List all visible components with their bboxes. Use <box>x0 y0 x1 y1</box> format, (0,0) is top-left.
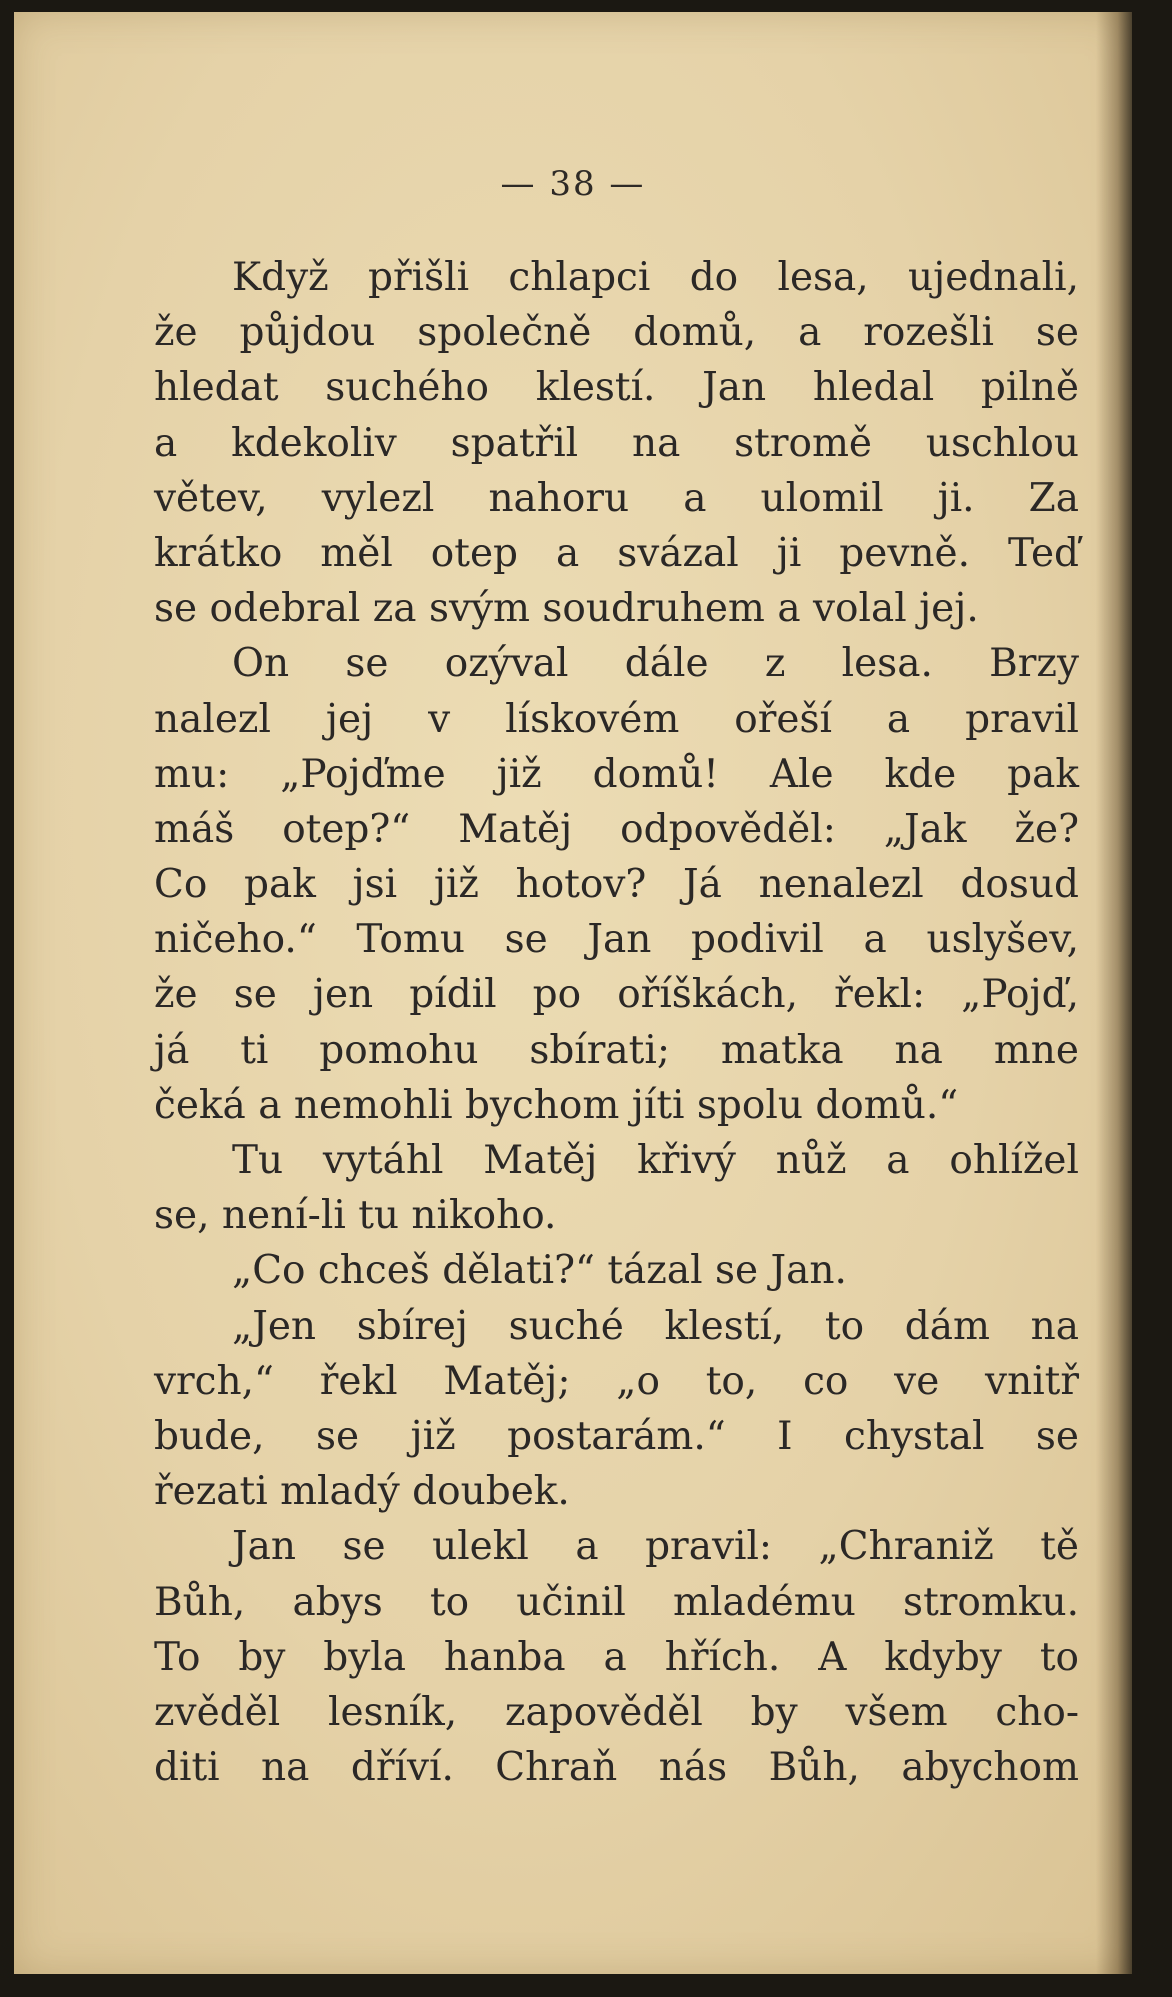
text-line: diti na dříví. Chraň nás Bůh, abychom <box>154 1745 1079 1791</box>
text-line: „Co chceš dělati?“ tázal se Jan. <box>232 1248 847 1294</box>
text-line: Když přišli chlapci do lesa, ujednali, <box>232 255 1079 300</box>
text-line: hledat suchého klestí. Jan hledal pilně <box>154 365 1079 411</box>
text-line: se odebral za svým soudruhem a volal jej. <box>154 586 979 632</box>
text-line: a kdekoliv spatřil na stromě uschlou <box>154 420 1079 466</box>
text-line: mu: „Pojďme již domů! Ale kde pak <box>154 751 1079 797</box>
text-line: se, není-li tu nikoho. <box>154 1193 557 1239</box>
text-line: větev, vylezl nahoru a ulomil ji. Za <box>154 475 1079 521</box>
body-text <box>154 250 1079 1795</box>
text-line: nalezl jej v lískovém ořeší a pravil <box>154 696 1079 742</box>
text-line: Tu vytáhl Matěj křivý nůž a ohlížel <box>232 1138 1079 1183</box>
text-line: že půjdou společně domů, a rozešli se <box>154 310 1079 356</box>
text-line: zvěděl lesník, zapověděl by všem cho- <box>154 1689 1079 1735</box>
text-line: Co pak jsi již hotov? Já nenalezl dosud <box>154 862 1079 908</box>
text-line: já ti pomohu sbírati; matka na mne <box>154 1027 1079 1073</box>
text-line: čeká a nemohli bychom jíti spolu domů.“ <box>154 1082 959 1128</box>
text-line: „Jen sbírej suché klestí, to dám na <box>232 1303 1079 1349</box>
page-spine-shadow <box>1096 12 1132 1974</box>
page-number: — 38 — <box>500 164 646 204</box>
text-line: krátko měl otep a svázal ji pevně. Teď <box>154 530 1079 576</box>
text-line: že se jen pídil po oříškách, řekl: „Pojď, <box>154 972 1079 1018</box>
text-line: máš otep?“ Matěj odpověděl: „Jak že? <box>154 806 1079 852</box>
book-page <box>14 12 1132 1974</box>
text-line: bude, se již postarám.“ I chystal se <box>154 1413 1079 1459</box>
text-line: ničeho.“ Tomu se Jan podivil a uslyšev, <box>154 917 1079 963</box>
text-line: On se ozýval dále z lesa. Brzy <box>232 641 1079 687</box>
text-line: vrch,“ řekl Matěj; „o to, co ve vnitř <box>154 1358 1079 1404</box>
text-line: řezati mladý doubek. <box>154 1469 570 1515</box>
text-line: To by byla hanba a hřích. A kdyby to <box>154 1634 1079 1680</box>
text-line: Bůh, abys to učinil mladému stromku. <box>154 1579 1079 1625</box>
text-line: Jan se ulekl a pravil: „Chraniž tě <box>232 1524 1079 1570</box>
